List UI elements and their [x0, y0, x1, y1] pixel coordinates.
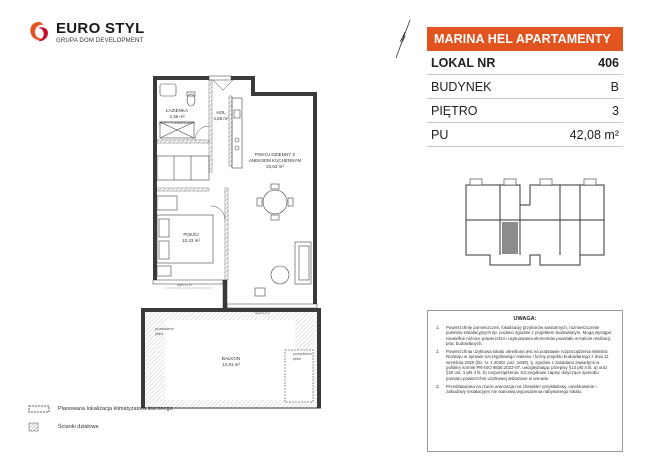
brand-name: EURO STYL: [56, 19, 145, 37]
room-name-living: POKÓJ DZIENNY Z: [254, 152, 296, 157]
note-text: Przedstawiona na rzucie aranżacja ma charakter przykładowy, umeblowanie i zabudowy instalacyjne nie stanowią wyposażenia nabywanego lokalu.: [446, 383, 597, 395]
floor-label: PIĘTRO: [431, 103, 478, 118]
highlighted-unit: [502, 222, 518, 254]
dining-table: [257, 184, 293, 220]
building-key-plan: [460, 175, 610, 275]
legend-item-ac: [28, 404, 173, 414]
room-area-balcony: 12,91 m²: [222, 362, 240, 367]
room-area-hall: 4,66 m²: [213, 116, 229, 121]
glazing-label-left-2: pełne: [155, 332, 164, 336]
note-number: 1.: [436, 325, 440, 330]
row-building: [427, 75, 623, 99]
project-title: MARINA HEL APARTAMENTY: [427, 27, 623, 51]
area-label: PU: [431, 127, 449, 142]
note-number: 2.: [436, 349, 440, 355]
euro-styl-logo-icon: [28, 20, 50, 44]
room-name2-living: ANEKSEM KUCHENNYM: [248, 158, 302, 163]
hgw-label-left: hgw=1,2 m: [177, 283, 192, 287]
legend-label-partition: Ścianki działowe: [58, 424, 99, 430]
room-note-bathroom: (SUFIT PODWIESZANY): [159, 121, 195, 125]
floor-plan: [135, 70, 345, 420]
note-text: Powierzchnia użytkowa lokalu określona jest na podstawie rozporządzenia Ministra Rozwoju w sprawie szczegółowego zakresu i formy projektu budowlanego z dnia 11 września 2020 (Dz. U. z 2020r. poz. 1609), tj. zgodnie z zasadami zawartymi w polskiej normie PN-ISO 9836:2022-07, uwzględniając przepisy §14 pkt 4 lit. a) oraz §20 ust. 1 pkt 4 lit. b) rozporządzenia. Szczegółowe zapisy dotyczące sposobu pomiaru powierzchni użytkowej wskazane w umowie.: [446, 349, 609, 381]
notes-title: UWAGA:: [513, 316, 537, 322]
room-name-hall: HOL: [216, 110, 226, 115]
glazing-label-left: przeszklenie: [155, 327, 174, 331]
note-item: [436, 349, 614, 381]
room-name-bedroom: POKÓJ: [183, 232, 199, 237]
glazing-label-right: przeszklenie: [293, 352, 312, 356]
note-number: 3.: [436, 383, 440, 389]
room-area-bedroom: 10,43 m²: [182, 238, 200, 243]
room-area-living: 22,63 m²: [266, 164, 284, 169]
building-label: BUDYNEK: [431, 79, 492, 94]
unit-number-value: 406: [598, 55, 619, 70]
room-name-bathroom: ŁAZIENKA: [166, 108, 188, 113]
notes-box: [427, 310, 623, 452]
legend-label-ac: Planowana lokalizacja klimatyzatora ściennego: [58, 406, 173, 412]
north-arrow-icon: [392, 18, 414, 60]
building-value: B: [610, 79, 619, 94]
brand-subtitle: GRUPA DOM DEVELOPMENT: [56, 37, 144, 44]
row-unit-number: [427, 51, 623, 75]
note-text: Powierzchnię pomieszczeń, lokalizację przyborów sanitarnych, rozmieszczenie punktów instalacyjnych itp. podano zgodnie z projektem budowlanym. Mogą wystąpić niewielkie różnice powierzchni i usytuowania elementów powstałe w trakcie realizacji prac budowlanych.: [446, 325, 612, 346]
room-area-bathroom: 4,36 m²: [169, 114, 185, 119]
unit-number-label: LOKAL NR: [431, 55, 496, 70]
sofa: [255, 242, 311, 296]
glazing-label-right-2: pełne: [293, 357, 302, 361]
unit-info-panel: [427, 27, 623, 147]
room-name-balcony: BALKON: [221, 356, 241, 361]
area-value: 42,08 m²: [569, 127, 619, 142]
hatched-wall-icon: [28, 422, 50, 432]
legend-item-partition: [28, 422, 173, 432]
legend: [28, 404, 173, 440]
floor-value: 3: [612, 103, 619, 118]
row-floor: [427, 99, 623, 123]
logo: [28, 20, 145, 44]
row-area: [427, 123, 623, 147]
note-item: [436, 384, 614, 395]
ac-unit-dashed-box-icon: [28, 404, 50, 414]
note-item: [436, 325, 614, 346]
